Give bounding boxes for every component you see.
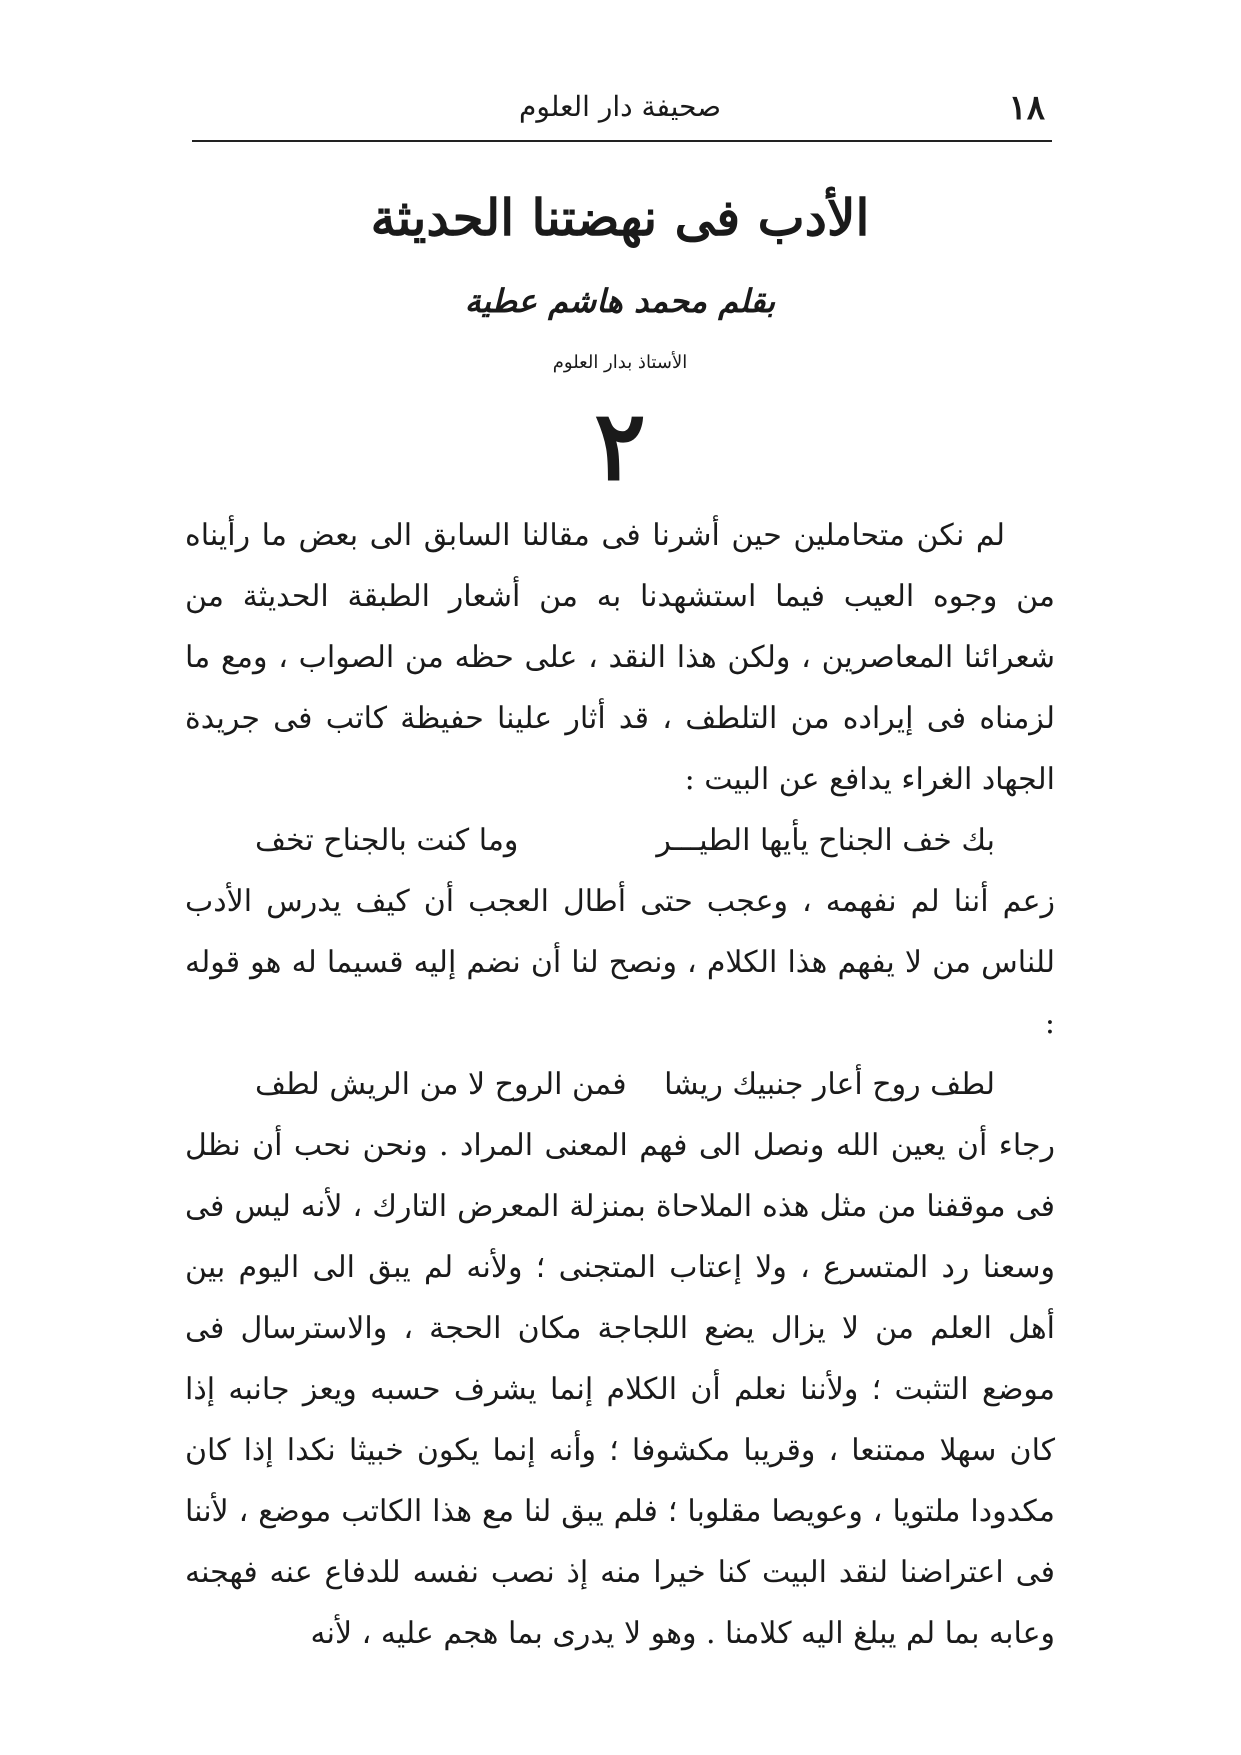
part-number: ٢ [594, 389, 646, 502]
verse-2-second-hemistich: فمن الروح لا من الريش لطف [255, 1067, 627, 1102]
verse-2 [185, 1054, 1055, 1115]
article-body [185, 505, 1055, 1664]
running-title: صحيفة دار العلوم [519, 90, 721, 123]
page-header [185, 84, 1055, 136]
paragraph-3: رجاء أن يعين الله ونصل الى فهم المعنى المراد . ونحن نحب أن نظل فى موقفنا من مثل هذه الملاحاة بمنزلة المعرض التارك ، لأنه ليس فى وسعنا رد المتسرع ، ولا إعتاب المتجنى ؛ ولأنه لم يبق الى اليوم بين أهل العلم من لا يزال يضع اللجاجة مكان الحجة ، والاسترسال فى موضع التثبت ؛ ولأننا نعلم أن الكلام إنما يشرف حسبه ويعز جانبه إذا كان سهلا ممتنعا ، وقريبا مكشوفا ؛ وأنه إنما يكون خبيثا نكدا إذا كان مكدودا ملتويا ، وعويصا مقلوبا ؛ فلم يبق لنا مع هذا الكاتب موضع ، لأننا فى اعتراضنا لنقد البيت كنا خيرا منه إذ نصب نفسه للدفاع عنه فهجنه وعابه بما لم يبلغ اليه كلامنا . وهو لا يدرى بما هجم عليه ، لأنه [185, 1128, 1055, 1651]
verse-1-second-hemistich: وما كنت بالجناح تخف [255, 823, 519, 858]
paragraph-1: لم نكن متحاملين حين أشرنا فى مقالنا السابق الى بعض ما رأيناه من وجوه العيب فيما استشهدنا به من أشعار الطبقة الحديثة من شعرائنا المعاصرين ، ولكن هذا النقد ، على حظه من الصواب ، ومع ما لزمناه فى إيراده من التلطف ، قد أثار علينا حفيظة كاتب فى جريدة الجهاد الغراء يدافع عن البيت : [185, 518, 1055, 797]
article-title: الأدب فى نهضتنا الحديثة [370, 188, 870, 247]
verse-1 [185, 810, 1055, 871]
verse-1-first-hemistich: بك خف الجناح يأيها الطيـــر [656, 823, 995, 858]
paragraph-2: زعم أننا لم نفهمه ، وعجب حتى أطال العجب أن كيف يدرس الأدب للناس من لا يفهم هذا الكلام ، ونصح لنا أن نضم إليه قسيما له هو قوله : [185, 884, 1055, 1041]
page-number: ١٨ [1008, 88, 1045, 128]
author-role: الأستاذ بدار العلوم [552, 352, 688, 373]
author-byline: بقلم محمد هاشم عطية [464, 282, 776, 320]
verse-2-first-hemistich: لطف روح أعار جنبيك ريشا [664, 1067, 995, 1102]
header-rule [192, 140, 1052, 142]
